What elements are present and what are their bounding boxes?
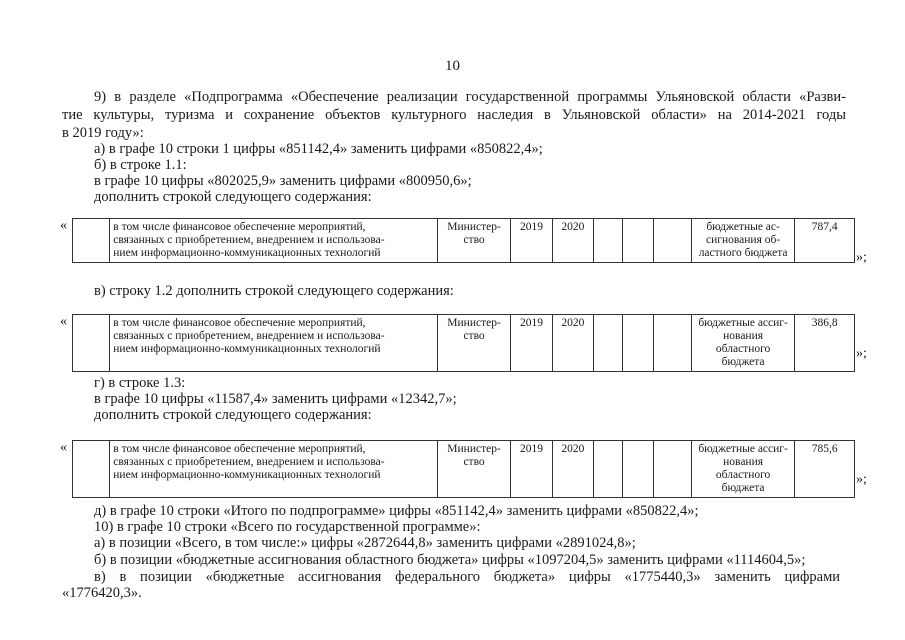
table1-open-quote: « xyxy=(60,218,67,233)
year-from-cell: 2019 xyxy=(511,219,552,263)
executor-line: Министер- xyxy=(447,317,501,329)
amount-cell: 386,8 xyxy=(795,315,855,372)
item9-line1: 9) в разделе «Подпрограмма «Обеспечение реализации государственной программы Ульяновской области «Разви- xyxy=(94,89,846,105)
executor-cell xyxy=(437,219,511,263)
executor-line: ство xyxy=(463,456,485,468)
description-cell xyxy=(110,441,438,498)
table2-open-quote: « xyxy=(60,314,67,329)
item10-v-line2: «1776420,3». xyxy=(62,585,142,601)
desc-line: связанных с приобретением, внедрением и использова- xyxy=(113,234,385,246)
amount-cell: 787,4 xyxy=(795,219,855,263)
desc-line: связанных с приобретением, внедрением и использова- xyxy=(113,330,385,342)
empty-cell xyxy=(623,441,654,498)
desc-line: в том числе финансовое обеспечение мероприятий, xyxy=(113,221,366,233)
item9-g-detail: в графе 10 цифры «11587,4» заменить цифрами «12342,7»; xyxy=(94,391,457,407)
desc-line: связанных с приобретением, внедрением и использова- xyxy=(113,456,385,468)
table-row xyxy=(73,315,855,372)
item9-v: в) строку 1.2 дополнить строкой следующего содержания: xyxy=(94,283,454,299)
source-line: бюджетные ассиг- xyxy=(698,317,788,329)
page-number: 10 xyxy=(445,58,460,74)
empty-cell xyxy=(593,219,622,263)
item9-g-add: дополнить строкой следующего содержания: xyxy=(94,407,372,423)
table1 xyxy=(72,218,855,263)
table1-close-quote: »; xyxy=(856,250,867,265)
empty-cell xyxy=(73,315,110,372)
item10-b: б) в позиции «бюджетные ассигнования областного бюджета» цифры «1097204,5» заменить цифрами «1114604,5»; xyxy=(94,552,806,568)
item10-a: а) в позиции «Всего, в том числе:» цифры «2872644,8» заменить цифрами «2891024,8»; xyxy=(94,535,636,551)
item9-g: г) в строке 1.3: xyxy=(94,375,186,391)
empty-cell xyxy=(654,219,691,263)
source-line: сигнования об- xyxy=(706,234,781,246)
empty-cell xyxy=(654,315,691,372)
empty-cell xyxy=(73,441,110,498)
source-line: бюджета xyxy=(721,482,765,494)
source-line: бюджетные ас- xyxy=(706,221,780,233)
executor-line: Министер- xyxy=(447,443,501,455)
empty-cell xyxy=(623,315,654,372)
desc-line: в том числе финансовое обеспечение мероприятий, xyxy=(113,443,366,455)
item9-b-detail: в графе 10 цифры «802025,9» заменить цифрами «800950,6»; xyxy=(94,173,472,189)
empty-cell xyxy=(73,219,110,263)
description-cell xyxy=(110,219,438,263)
empty-cell xyxy=(593,315,622,372)
table3-close-quote: »; xyxy=(856,472,867,487)
year-from-cell: 2019 xyxy=(511,315,552,372)
source-line: бюджета xyxy=(721,356,765,368)
item9-line2: тие культуры, туризма и сохранение объектов культурного наследия в Ульяновской области» на 2014-2021 годы xyxy=(62,107,846,123)
desc-line: нием информационно-коммуникационных технологий xyxy=(113,247,381,259)
source-line: нования областного xyxy=(715,330,771,355)
executor-line: Министер- xyxy=(447,221,501,233)
desc-line: нием информационно-коммуникационных технологий xyxy=(113,469,381,481)
year-to-cell: 2020 xyxy=(552,219,593,263)
source-line: бюджетные ассиг- xyxy=(698,443,788,455)
item9-a: а) в графе 10 строки 1 цифры «851142,4» заменить цифрами «850822,4»; xyxy=(94,141,543,157)
executor-line: ство xyxy=(463,330,485,342)
desc-line: нием информационно-коммуникационных технологий xyxy=(113,343,381,355)
item10-intro: 10) в графе 10 строки «Всего по государственной программе»: xyxy=(94,519,481,535)
table-row xyxy=(73,219,855,263)
table2-close-quote: »; xyxy=(856,346,867,361)
desc-line: в том числе финансовое обеспечение мероприятий, xyxy=(113,317,366,329)
item9-b-add: дополнить строкой следующего содержания: xyxy=(94,189,372,205)
year-to-cell: 2020 xyxy=(552,441,593,498)
description-cell xyxy=(110,315,438,372)
executor-cell xyxy=(437,441,511,498)
item10-v-line1: в) в позиции «бюджетные ассигнования федерального бюджета» цифры «1775440,3» заменить цифрами xyxy=(94,569,840,585)
item9-b: б) в строке 1.1: xyxy=(94,157,187,173)
source-cell xyxy=(691,441,795,498)
year-from-cell: 2019 xyxy=(511,441,552,498)
executor-line: ство xyxy=(463,234,485,246)
item9-line3: в 2019 году»: xyxy=(62,125,144,141)
year-to-cell: 2020 xyxy=(552,315,593,372)
source-line: ластного бюджета xyxy=(698,247,788,259)
empty-cell xyxy=(593,441,622,498)
source-cell xyxy=(691,315,795,372)
empty-cell xyxy=(654,441,691,498)
source-line: нования областного xyxy=(715,456,771,481)
empty-cell xyxy=(623,219,654,263)
item9-d: д) в графе 10 строки «Итого по подпрограмме» цифры «851142,4» заменить цифрами «850822,4»; xyxy=(94,503,699,519)
table3-open-quote: « xyxy=(60,440,67,455)
table-row xyxy=(73,441,855,498)
table2 xyxy=(72,314,855,372)
source-cell xyxy=(691,219,795,263)
executor-cell xyxy=(437,315,511,372)
table3 xyxy=(72,440,855,498)
amount-cell: 785,6 xyxy=(795,441,855,498)
